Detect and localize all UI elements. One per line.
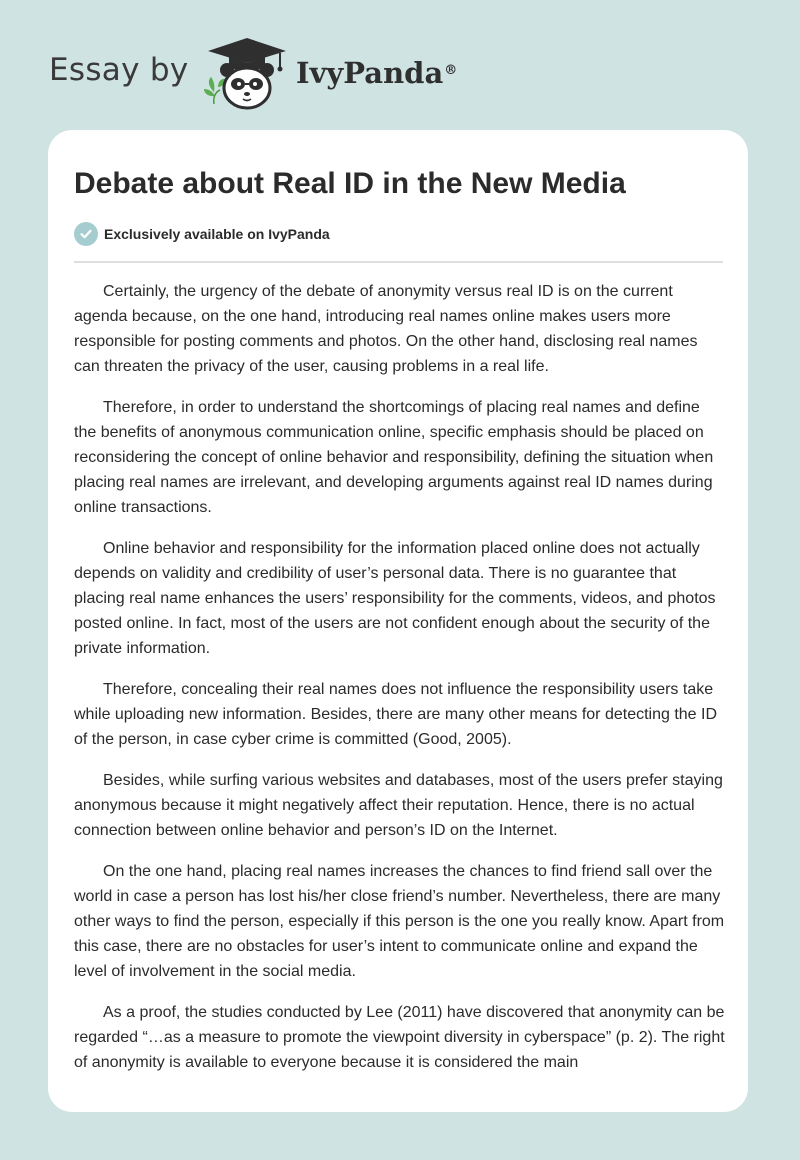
page-title: Debate about Real ID in the New Media [74, 167, 626, 200]
essay-card [48, 130, 748, 1112]
paragraph: On the one hand, placing real names increases the chances to find friend sall over the world in case a person has lost his/her close friend’s number. Nevertheless, there are many other ways to find the person, especially if this person is the one you really know. Apart from this case, there are no obstacles for user’s intent to communicate online and expand the level of involvement in the social media. [74, 863, 725, 980]
site-header [0, 0, 800, 130]
paragraph: Therefore, concealing their real names does not influence the responsibility users take while uploading new information. Besides, there are many other means for detecting the ID of the person, in case cyber crime is committed (Good, 2005). [74, 681, 718, 748]
exclusive-badge-text: Exclusively available on IvyPanda [104, 226, 330, 242]
panda-logo-icon[interactable] [200, 34, 294, 114]
graduation-cap-icon [208, 38, 286, 72]
paragraph: Therefore, in order to understand the shortcomings of placing real names and define the benefits of anonymous communication online, specific emphasis should be placed on reconsidering the concept of online behavior and responsibility, defining the situation when placing real names are irrelevant, and developing arguments against real ID names during online transactions. [74, 399, 714, 516]
paragraph: Certainly, the urgency of the debate of anonymity versus real ID is on the current agenda because, on the one hand, introducing real names online makes users more responsible for posting comments and photos. On the other hand, disclosing real names can threaten the privacy of the user, causing problems in a real life. [74, 283, 698, 375]
brand-prefix: Essay by [49, 52, 189, 88]
brand-name-text: IvyPanda [296, 56, 444, 90]
registered-mark: ® [444, 63, 458, 78]
exclusive-badge [74, 221, 330, 247]
brand-name[interactable] [296, 53, 457, 93]
paragraph: Besides, while surfing various websites and databases, most of the users prefer staying anonymous because it might negatively affect their reputation. Hence, there is no actual connection between online behavior and person’s ID on the Internet. [74, 772, 723, 839]
essay-body [74, 279, 726, 1091]
check-icon [74, 222, 98, 246]
paragraph: As a proof, the studies conducted by Lee (2011) have discovered that anonymity can be regarded “…as a measure to promote the viewpoint diversity in cyberspace” (p. 2). The right of anonymity is available to everyone because it is considered the main [74, 1004, 725, 1071]
divider [74, 261, 723, 263]
paragraph: Online behavior and responsibility for the information placed online does not actually depends on validity and credibility of user’s personal data. There is no guarantee that placing real name enhances the users’ responsibility for the comments, videos, and photos posted online. In fact, most of the users are not confident enough about the security of the private information. [74, 540, 716, 657]
